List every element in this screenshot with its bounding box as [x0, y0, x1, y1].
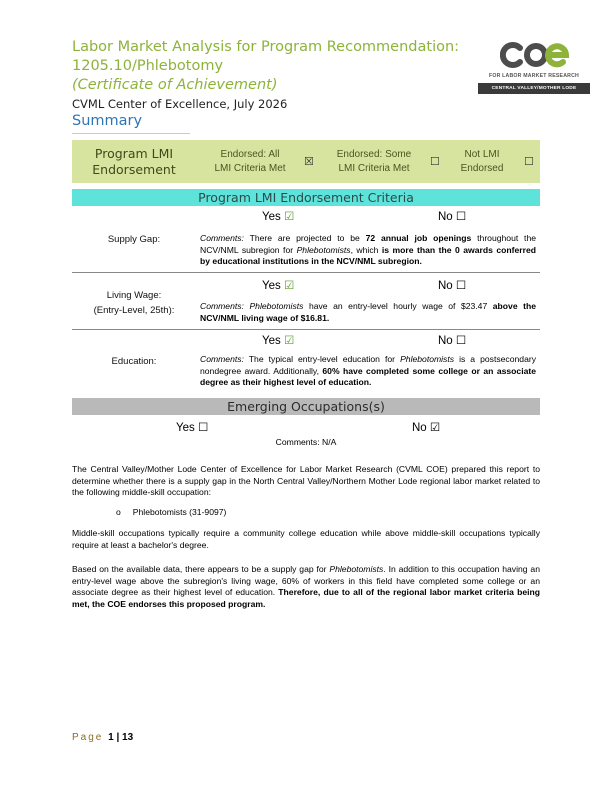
option-some-criteria — [324, 148, 424, 176]
endorsement-label-line2: Endorsement — [92, 162, 176, 177]
comment-part: The typical entry-level education for — [243, 354, 401, 364]
emerging-no — [412, 420, 440, 434]
endorsement-label — [72, 146, 196, 178]
comment-part: , which — [350, 244, 382, 255]
supply-gap-label — [72, 232, 196, 247]
comment-prefix: Comments: — [200, 233, 244, 243]
comment-italic: Phlebotomists — [400, 354, 455, 364]
comment-bold: is more than the 0 awards conferred by educational institutions in the NCV/NML subregion. — [200, 244, 537, 266]
yes-text: Yes — [262, 280, 281, 292]
option-some-line1: Endorsed: Some — [336, 149, 412, 160]
title-line-1: Labor Market Analysis for Program Recommendation: — [72, 39, 460, 55]
option-not-line2: Endorsed — [460, 163, 504, 174]
living-wage-yes — [262, 278, 294, 292]
endorsement-label-line1: Program LMI — [94, 146, 174, 161]
page-word: Page — [72, 732, 104, 743]
education-label-text: Education: — [111, 356, 157, 367]
occupation-name: Phlebotomists (31-9097) — [132, 507, 227, 517]
conclusion-paragraph — [72, 564, 540, 610]
comment-part: have an entry-level hourly wage of $23.47 — [303, 301, 493, 311]
para-part: . In addition to this occupation having an entry-level wage above the subregion's living wage, 60% of workers in this field have completed some college or an associate degree as their highest level of education. — [72, 564, 540, 597]
comment-italic: Phlebotomists — [249, 301, 304, 311]
row-divider — [72, 329, 540, 330]
option-all-line1: Endorsed: All — [220, 149, 280, 160]
title-line-3: (Certificate of Achievement) — [72, 77, 278, 93]
comment-prefix: Comments: — [200, 301, 244, 311]
option-not-checkbox[interactable]: ☐ — [524, 156, 534, 168]
no-checkbox[interactable]: ☐ — [455, 211, 467, 223]
comment-italic: Phlebotomists — [296, 244, 351, 255]
comment-part: is a postsecondary nondegree award. Additionally, — [200, 354, 537, 376]
option-some-line2: LMI Criteria Met — [338, 163, 410, 174]
option-not-line1: Not LMI — [464, 149, 500, 160]
comment-part: throughout the NCV/NML subregion for — [200, 233, 536, 255]
occupation-bullet — [116, 507, 226, 517]
no-text: No — [438, 211, 453, 223]
yes-text: Yes — [176, 422, 195, 434]
coe-logo-mark — [500, 40, 570, 70]
summary-heading: Summary — [72, 113, 143, 129]
no-text: No — [438, 280, 453, 292]
criteria-row-supply-gap — [72, 208, 540, 270]
para-bold: Therefore, due to all of the regional labor market criteria being met, the COE endorses this proposed program. — [72, 587, 540, 609]
emerging-comment: Comments: N/A — [275, 437, 337, 447]
page-footer — [72, 732, 133, 743]
supply-gap-comment — [200, 233, 536, 268]
emerging-yes — [176, 420, 208, 434]
living-wage-label — [72, 288, 196, 318]
title-line-2: 1205.10/Phlebotomy — [72, 58, 224, 74]
yes-text: Yes — [262, 211, 281, 223]
yes-checkbox[interactable]: ☑ — [283, 211, 295, 223]
supply-gap-no — [438, 209, 466, 223]
option-not-endorsed — [452, 148, 512, 176]
middle-skill-paragraph: Middle-skill occupations typically require a community college education while above middle-skill occupations typically require at least a bachelor's degree. — [72, 528, 540, 550]
criteria-heading: Program LMI Endorsement Criteria — [72, 189, 540, 206]
logo-subtitle: FOR LABOR MARKET RESEARCH — [488, 73, 580, 79]
summary-underline — [72, 133, 190, 134]
education-label — [72, 354, 196, 369]
living-wage-no — [438, 278, 466, 292]
comment-bold: 60% have completed some college or an associate degree as their highest level of education. — [200, 365, 537, 387]
no-checkbox[interactable]: ☑ — [429, 422, 441, 434]
supply-gap-yes — [262, 209, 294, 223]
coe-logo — [478, 40, 590, 100]
no-checkbox[interactable]: ☐ — [455, 335, 467, 347]
yes-text: Yes — [262, 335, 281, 347]
comment-prefix: Comments: — [200, 354, 244, 364]
yes-checkbox[interactable]: ☑ — [283, 335, 295, 347]
living-wage-comment — [200, 301, 536, 324]
education-yes — [262, 333, 294, 347]
option-some-checkbox[interactable]: ☐ — [430, 156, 440, 168]
emerging-heading: Emerging Occupations(s) — [72, 398, 540, 415]
no-text: No — [412, 422, 427, 434]
para-part: Based on the available data, there appears to be a supply gap for — [72, 564, 330, 574]
no-checkbox[interactable]: ☐ — [455, 280, 467, 292]
no-text: No — [438, 335, 453, 347]
criteria-row-education — [72, 332, 540, 394]
logo-region-band: CENTRAL VALLEY/MOTHER LODE — [478, 83, 590, 94]
row-divider — [72, 272, 540, 273]
education-no — [438, 333, 466, 347]
org-date-line: CVML Center of Excellence, July 2026 — [72, 97, 288, 111]
criteria-row-living-wage — [72, 276, 540, 328]
page-number: 1 | 13 — [108, 732, 134, 743]
option-all-criteria — [202, 148, 298, 176]
coe-logo-text: COE — [500, 40, 503, 41]
comment-bold: above the NCV/NML living wage of $16.81. — [200, 301, 537, 323]
living-wage-label-line1: Living Wage: — [106, 290, 162, 301]
endorsement-bar — [72, 140, 540, 183]
para-italic: Phlebotomists — [329, 564, 384, 574]
yes-checkbox[interactable]: ☑ — [283, 280, 295, 292]
option-all-line2: LMI Criteria Met — [214, 163, 286, 174]
comment-part: There are projected to be — [243, 233, 366, 243]
yes-checkbox[interactable]: ☐ — [197, 422, 209, 434]
report-title — [72, 38, 472, 95]
living-wage-label-line2: (Entry-Level, 25th): — [93, 305, 175, 316]
intro-paragraph: The Central Valley/Mother Lode Center of Excellence for Labor Market Research (CVML COE) prepared this report to determine whether there is a supply gap in the North Central Valley/Northern Mother Lode regional labor market related to the following middle-skill occupation: — [72, 464, 540, 497]
bullet-marker: o — [116, 507, 121, 517]
supply-gap-label-text: Supply Gap: — [107, 234, 161, 245]
option-all-checkbox[interactable]: ☒ — [304, 156, 314, 168]
comment-bold: 72 annual job openings — [365, 233, 472, 243]
education-comment — [200, 354, 536, 389]
